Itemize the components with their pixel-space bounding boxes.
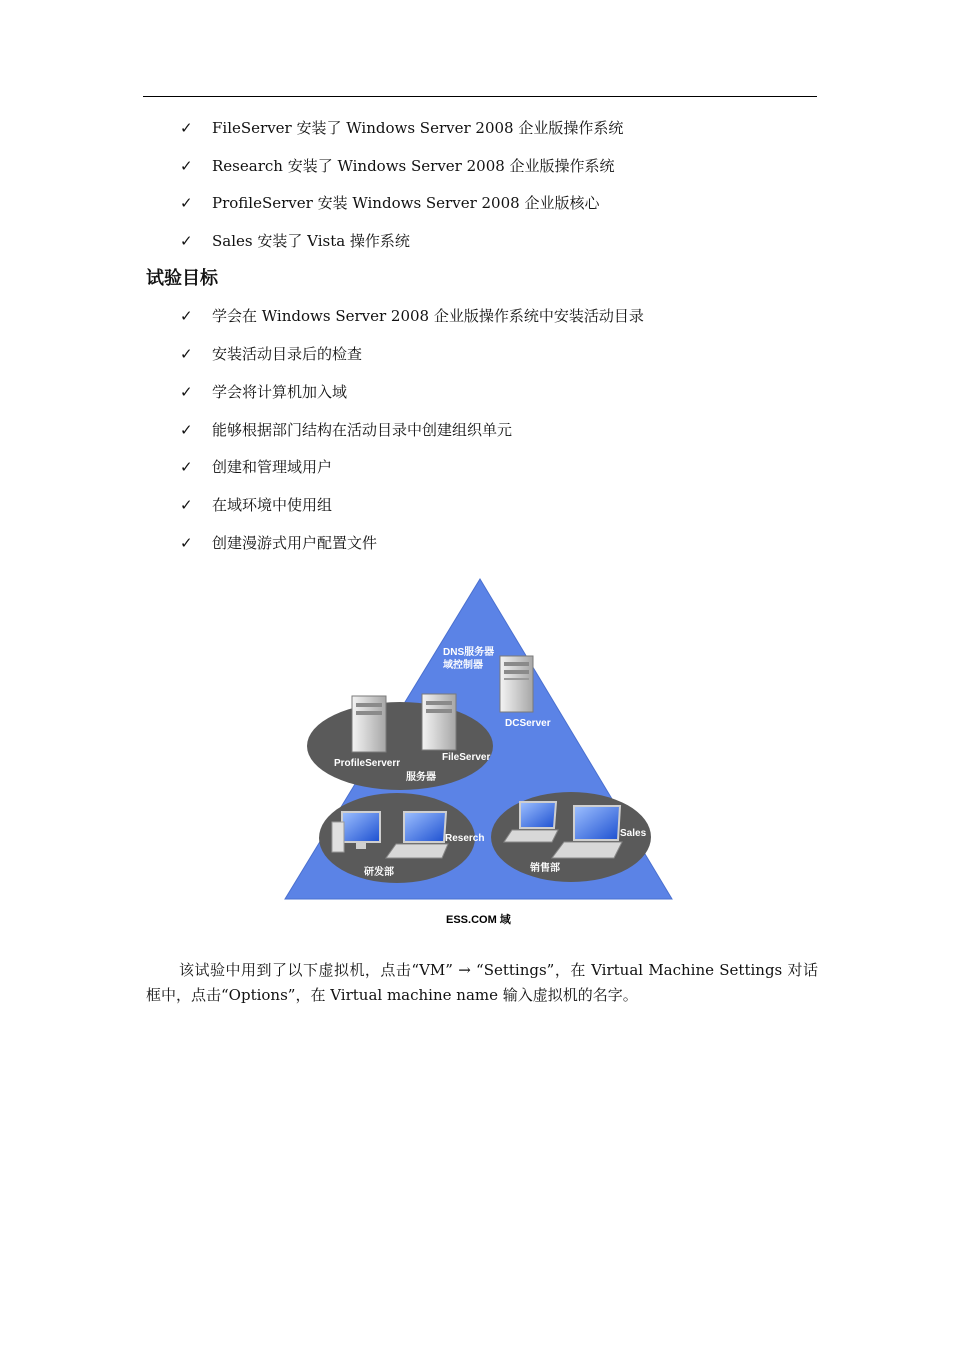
header-rule <box>143 96 817 97</box>
section-heading: 试验目标 <box>146 268 218 289</box>
fileserver-tower-icon <box>422 694 456 750</box>
sales-group-label: 销售部 <box>530 863 560 874</box>
sales-label: Sales <box>620 828 647 839</box>
domain-diagram <box>280 576 680 936</box>
body-paragraph: 该试验中用到了以下虚拟机，点击“VM” → “Settings”，在 Virtual Machine Settings 对话框中，点击“Options”，在 Virtual machine name 输入虚拟机的名字。 <box>146 961 818 1004</box>
servers-ellipse <box>307 702 493 790</box>
check-icon: ✓ <box>180 232 193 250</box>
servers-group-label: 服务器 <box>406 772 436 783</box>
check-icon: ✓ <box>180 345 193 363</box>
check-icon: ✓ <box>180 194 193 212</box>
check-icon: ✓ <box>180 534 193 552</box>
fileserver-label: FileServer <box>442 752 491 763</box>
check-icon: ✓ <box>180 496 193 514</box>
dc-role-label: 域控制器 <box>443 660 483 671</box>
dns-label: DNS服务器 <box>443 647 495 658</box>
profileserver-tower-icon <box>352 696 386 752</box>
research-label: Reserch <box>445 833 485 844</box>
research-group-label: 研发部 <box>364 867 394 878</box>
check-icon: ✓ <box>180 157 193 175</box>
check-icon: ✓ <box>180 458 193 476</box>
dcserver-label: DCServer <box>505 718 551 729</box>
check-icon: ✓ <box>180 383 193 401</box>
check-icon: ✓ <box>180 119 193 137</box>
check-icon: ✓ <box>180 307 193 325</box>
profileserver-label: ProfileServerr <box>334 758 401 769</box>
diagram-caption: ESS.COM 域 <box>446 914 511 926</box>
check-icon: ✓ <box>180 421 193 439</box>
dcserver-tower-icon <box>500 656 533 712</box>
